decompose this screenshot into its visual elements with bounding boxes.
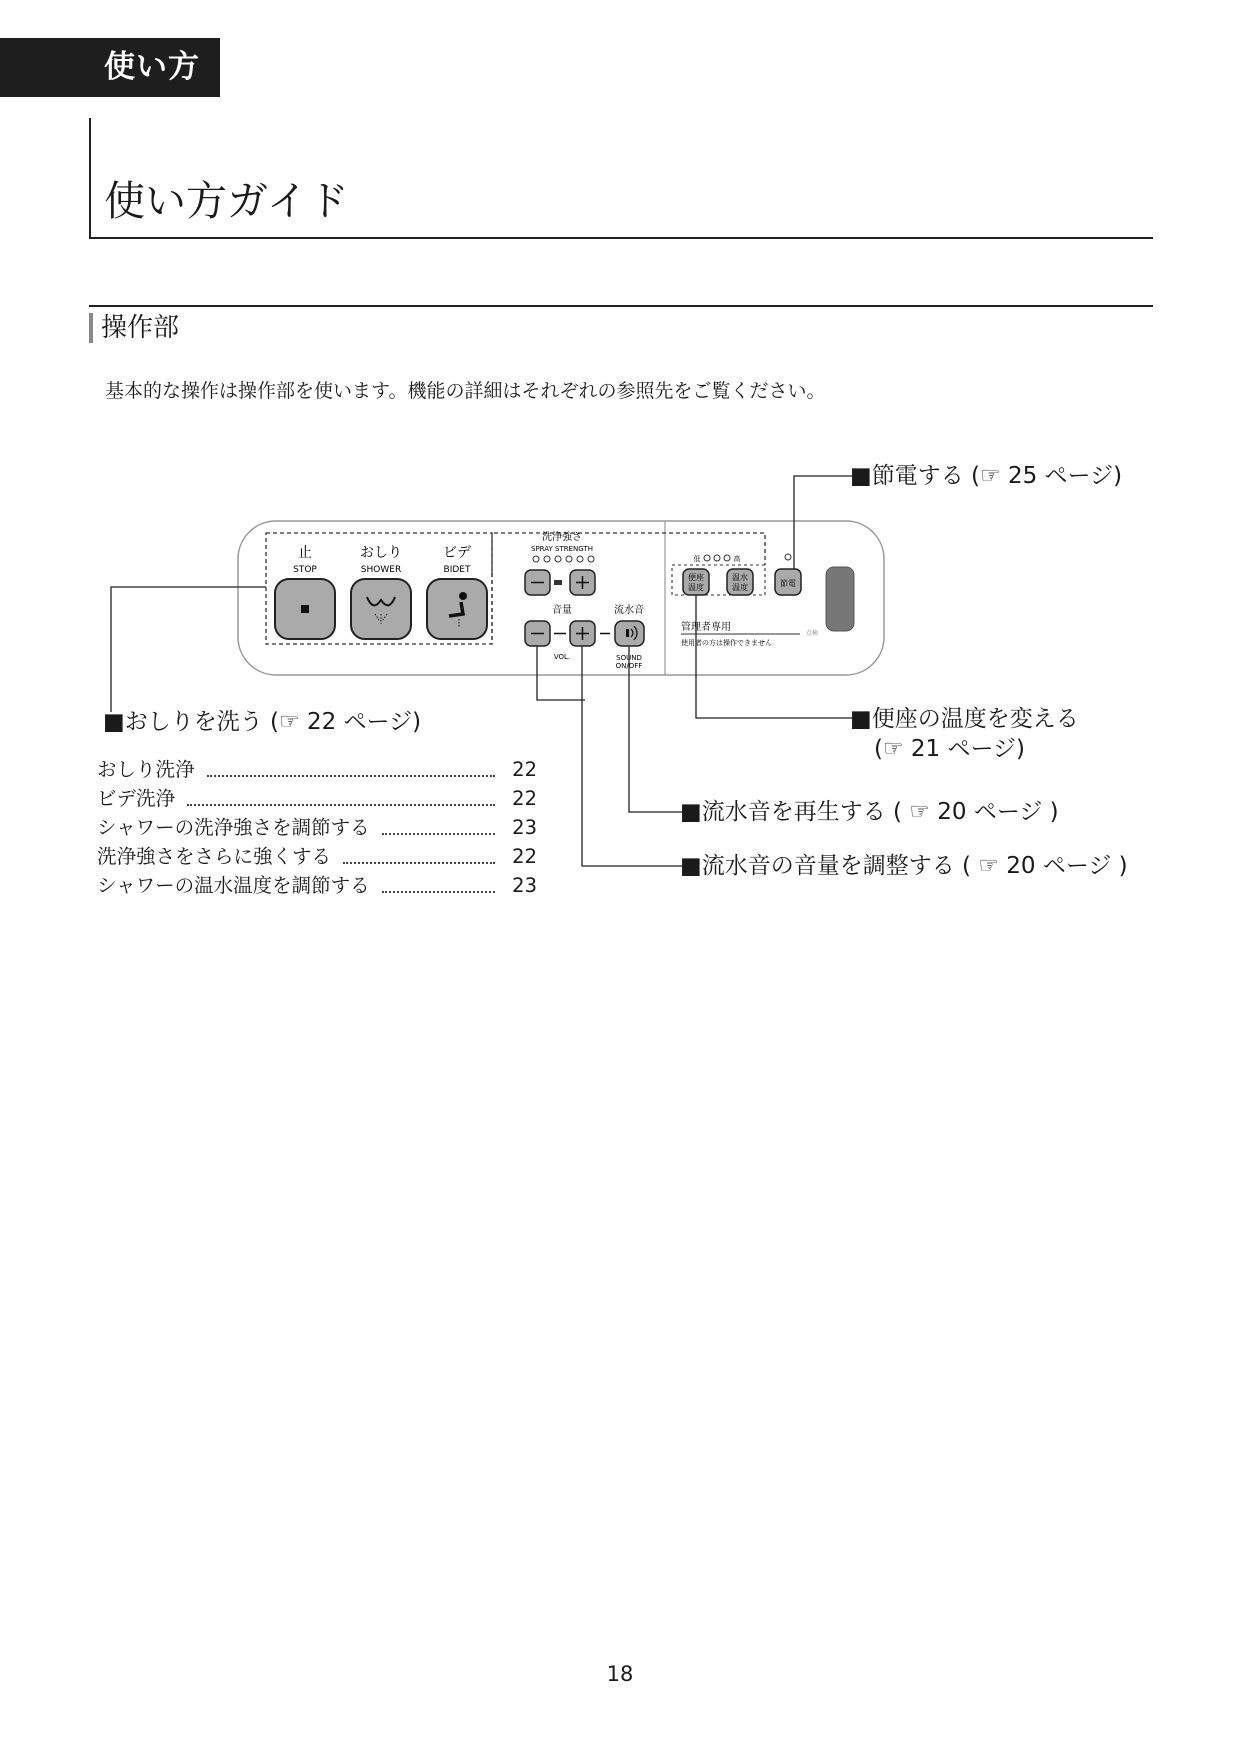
bidet-label-en: BIDET	[443, 565, 471, 575]
bidet-label-jp: ビデ	[443, 545, 471, 561]
toc-row	[97, 783, 537, 812]
toc-row	[97, 870, 537, 899]
toc-page: 22	[512, 787, 537, 810]
svg-text:便座: 便座	[688, 573, 704, 582]
toc-row	[97, 754, 537, 783]
page-title: 使い方ガイド	[104, 177, 349, 225]
toc-row	[97, 841, 537, 870]
toc-label: 洗浄強さをさらに強くする	[97, 845, 332, 868]
leader-volume	[582, 646, 683, 866]
spray-label-jp: 洗浄強さ	[542, 532, 582, 543]
callout-seat-temp-ref: (☞ 21 ページ)	[874, 736, 1025, 762]
svg-text:温度: 温度	[732, 583, 748, 592]
toc-label: ビデ洗浄	[97, 787, 176, 810]
toc-leader-dots	[382, 891, 495, 893]
spray-label-en: SPRAY STRENGTH	[531, 545, 593, 553]
toc-leader-dots	[382, 833, 495, 835]
callout-sound-play: ■流水音を再生する ( ☞ 20 ページ )	[680, 799, 1059, 825]
shower-label-en: SHOWER	[360, 565, 402, 575]
toc-label: おしり洗浄	[97, 758, 195, 781]
volume-label-jp: 音量	[552, 605, 572, 616]
toc-label: シャワーの洗浄強さを調節する	[97, 816, 370, 839]
svg-text:温度: 温度	[688, 583, 704, 592]
bidet-button[interactable]	[427, 579, 487, 639]
toc-page: 22	[512, 845, 537, 868]
shower-button[interactable]	[351, 579, 411, 639]
toc-row	[97, 812, 537, 841]
stop-label-en: STOP	[293, 565, 317, 575]
toc-leader-dots	[207, 775, 495, 777]
stop-icon	[301, 605, 309, 613]
speaker-icon	[626, 629, 629, 637]
page-number: 18	[606, 1662, 634, 1686]
volume-label-en: VOL.	[553, 653, 571, 661]
toc-page: 22	[512, 758, 537, 781]
shower-label-jp: おしり	[360, 545, 402, 561]
toc-page: 23	[512, 816, 537, 839]
sound-label-en-2: ON/OFF	[615, 662, 643, 670]
temp-high-label: 高	[733, 555, 741, 563]
admin-small: 点検	[806, 630, 819, 637]
sound-button[interactable]	[615, 621, 644, 646]
section-title: 操作部	[101, 313, 180, 343]
svg-text:温水: 温水	[732, 573, 748, 582]
callout-sound-volume: ■流水音の音量を調整する ( ☞ 20 ページ )	[680, 853, 1128, 879]
toc-label: シャワーの温水温度を調節する	[97, 874, 370, 897]
bidet-icon	[459, 592, 467, 600]
chapter-tab: 使い方	[0, 38, 220, 97]
sound-label-jp: 流水音	[614, 605, 644, 616]
wash-toc	[97, 754, 537, 899]
callout-wash: ■おしりを洗う (☞ 22 ページ)	[103, 709, 422, 735]
admin-note: 使用者の方は操作できません	[681, 639, 772, 647]
toc-leader-dots	[343, 862, 495, 864]
callout-seat-temp: ■便座の温度を変える	[850, 706, 1079, 732]
admin-title: 管理者専用	[681, 622, 731, 633]
callout-power-save: ■節電する (☞ 25 ページ)	[850, 463, 1123, 489]
stop-label-jp: 止	[298, 545, 312, 561]
sensor-window	[826, 567, 854, 631]
temp-low-label: 低	[693, 555, 701, 563]
toc-leader-dots	[187, 804, 495, 806]
toc-page: 23	[512, 874, 537, 897]
svg-text:節電: 節電	[780, 579, 796, 588]
section-intro: 基本的な操作は操作部を使います。機能の詳細はそれぞれの参照先をご覧ください。	[105, 380, 826, 402]
sound-label-en-1: SOUND	[616, 654, 642, 662]
